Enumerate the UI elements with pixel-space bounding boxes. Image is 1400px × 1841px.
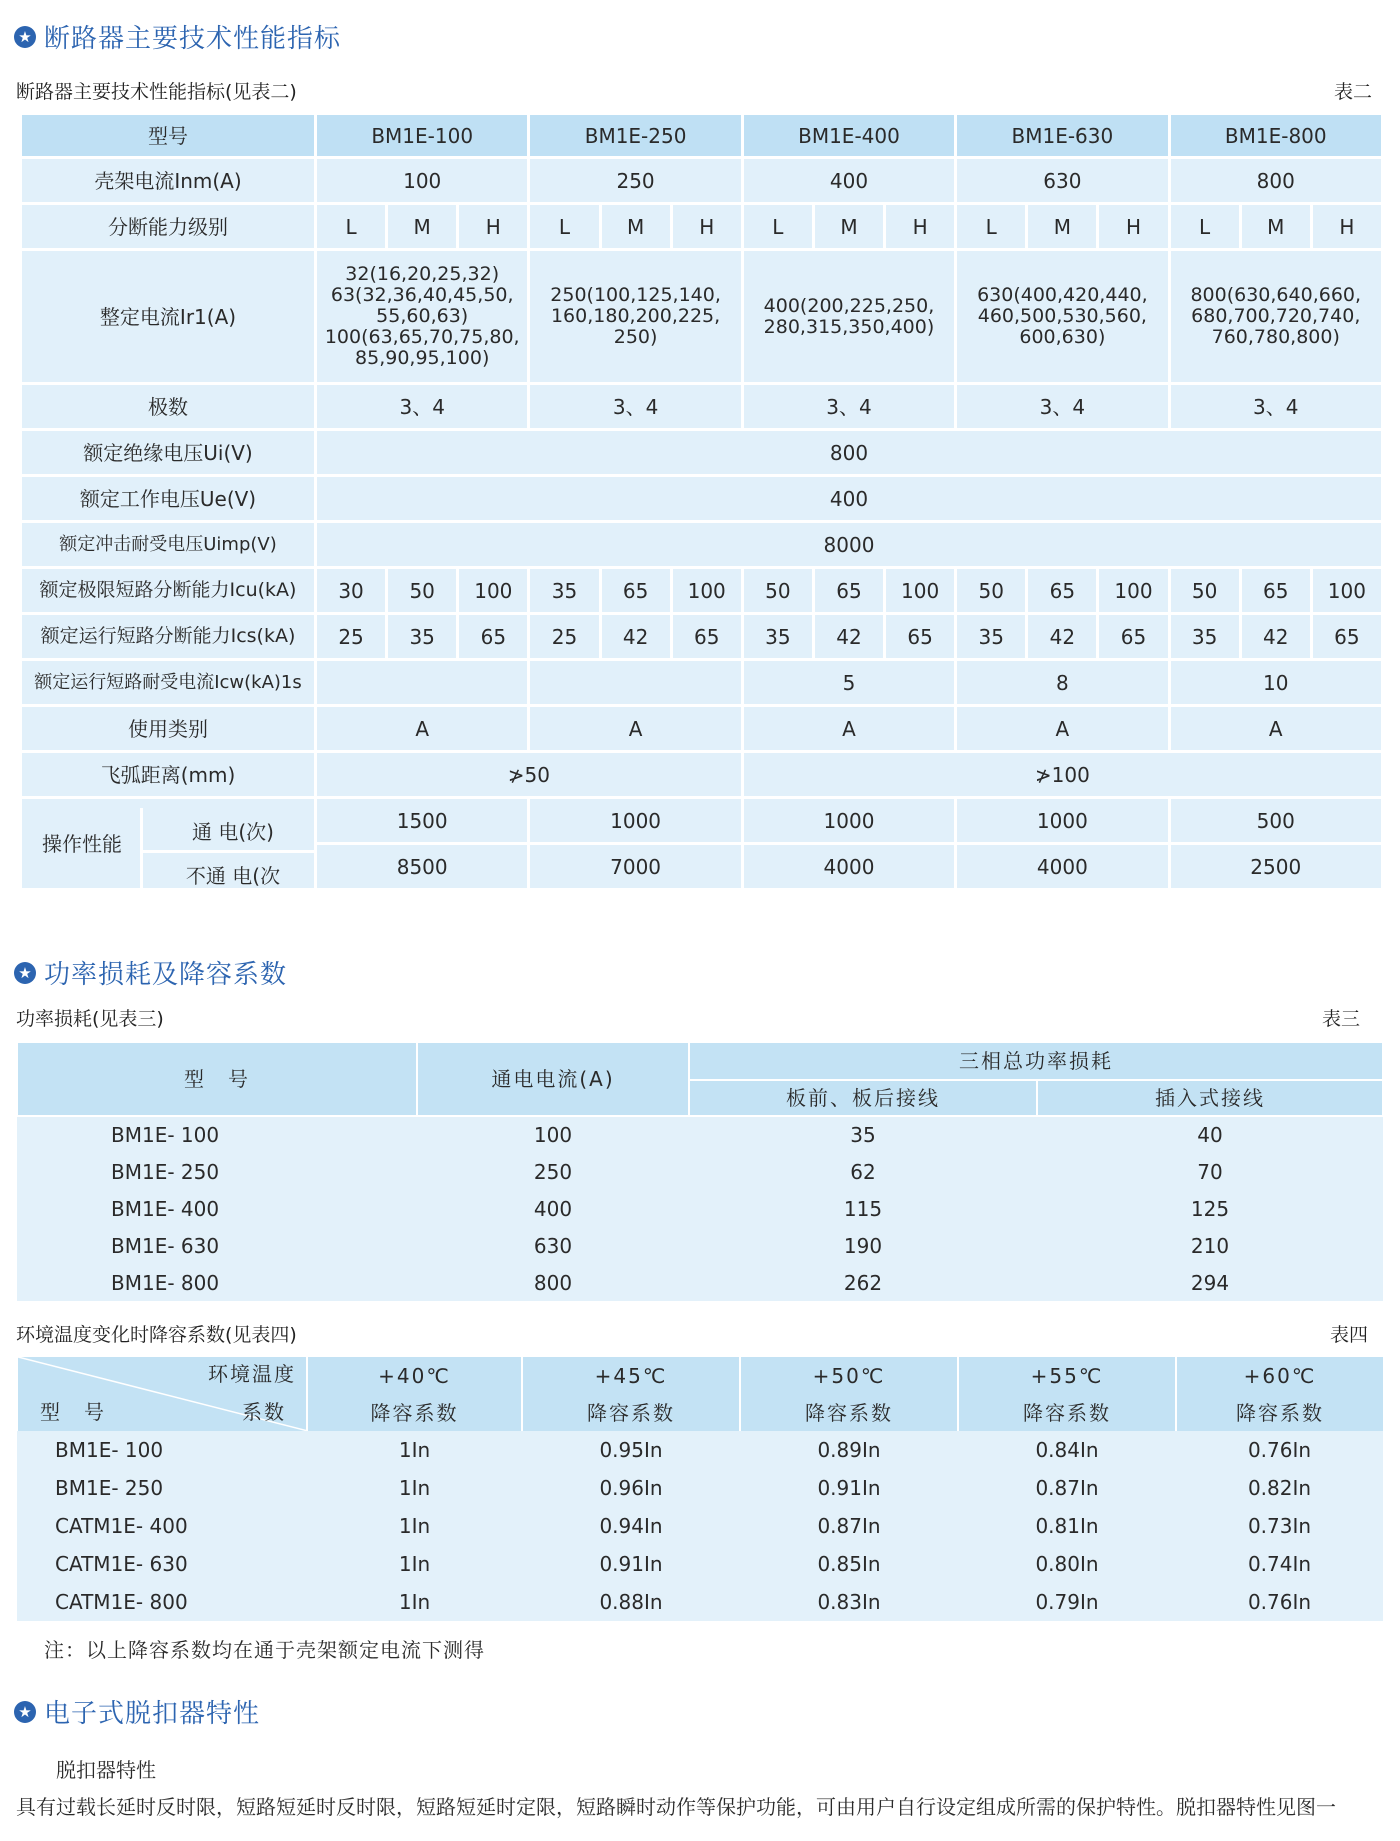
table-cell: 42	[600, 614, 671, 660]
row-label: 不通 电(次	[185, 863, 281, 888]
table-cell: 8	[956, 660, 1169, 706]
table-cell: 4000	[742, 844, 955, 890]
table-cell: BM1E- 100	[17, 1431, 307, 1469]
header-cell: 降容系数	[307, 1394, 522, 1431]
table-cell: 115	[689, 1190, 1037, 1227]
table-caption: 功率损耗(见表三)	[16, 1008, 164, 1030]
header-cell: 型 号	[17, 1042, 417, 1116]
table-cell: 0.85In	[740, 1545, 958, 1583]
table-cell: 100	[671, 568, 742, 614]
derating-table	[16, 1357, 1383, 1621]
table-row	[21, 752, 1383, 798]
table-cell: 0.96In	[522, 1469, 740, 1507]
table-cell: 70	[1037, 1153, 1383, 1190]
table-cell: 210	[1037, 1227, 1383, 1264]
table-cell: 50	[742, 568, 813, 614]
table-cell: 65	[671, 614, 742, 660]
table-cell: 50	[387, 568, 458, 614]
table-cell: L	[742, 204, 813, 250]
header-cell: 降容系数	[740, 1394, 958, 1431]
table-cell: 42	[1027, 614, 1098, 660]
header-cell: 通电电流(A)	[417, 1042, 689, 1116]
table-cell: 65	[1098, 614, 1169, 660]
table-cell: 800	[417, 1264, 689, 1301]
row-label: 额定运行短路耐受电流Icw(kA)1s	[21, 660, 316, 706]
table-cell: H	[1311, 204, 1382, 250]
table-cell: CATM1E- 630	[17, 1545, 307, 1583]
table-cell: 0.95In	[522, 1431, 740, 1469]
table-cell: 42	[813, 614, 884, 660]
table-cell: 0.94In	[522, 1507, 740, 1545]
table-cell: 25	[316, 614, 387, 660]
section-heading-trip-unit	[14, 1693, 260, 1730]
row-label: 极数	[21, 384, 316, 430]
table-cell: 250	[417, 1153, 689, 1190]
table-cell: BM1E- 100	[17, 1116, 417, 1153]
star-icon: ★	[14, 962, 36, 984]
table-cell: 0.87In	[958, 1469, 1176, 1507]
header-cell: 降容系数	[522, 1394, 740, 1431]
divider	[140, 808, 143, 898]
table-cell: 1In	[307, 1545, 522, 1583]
performance-table	[19, 112, 1384, 891]
table-cell: M	[1027, 204, 1098, 250]
header-cell: 三相总功率损耗	[689, 1042, 1383, 1080]
subsection-title: 脱扣器特性	[56, 1758, 156, 1782]
table-cell: L	[956, 204, 1027, 250]
table-cell: 40	[1037, 1116, 1383, 1153]
table-header-row	[17, 1042, 1383, 1080]
table-cell: 1In	[307, 1431, 522, 1469]
table-cell: 2500	[1169, 844, 1382, 890]
table-cell: 3、4	[316, 384, 529, 430]
table-cell: H	[671, 204, 742, 250]
table-row	[21, 204, 1383, 250]
table-cell: 35	[689, 1116, 1037, 1153]
table-cell: BM1E- 400	[17, 1190, 417, 1227]
section-title: 功率损耗及降容系数	[44, 960, 288, 990]
table-cell: H	[458, 204, 529, 250]
table-cell: 0.79In	[958, 1583, 1176, 1621]
table-cell: 1In	[307, 1507, 522, 1545]
table-cell: 1In	[307, 1583, 522, 1621]
table-cell: CATM1E- 800	[17, 1583, 307, 1621]
table-row	[17, 1227, 1383, 1264]
table-cell	[529, 660, 742, 706]
row-label: 壳架电流Inm(A)	[21, 158, 316, 204]
table-cell: ≯50	[316, 752, 743, 798]
row-label: 整定电流Ir1(A)	[21, 250, 316, 384]
header-cell: +45℃	[522, 1357, 740, 1394]
row-label: 通 电(次)	[192, 819, 274, 844]
table-cell: 8000	[316, 522, 1383, 568]
table-cell: L	[529, 204, 600, 250]
table-cell: 400	[742, 158, 955, 204]
table-cell: 32(16,20,25,32) 63(32,36,40,45,50, 55,60,63) 100(63,65,70,75,80, 85,90,95,100)	[316, 250, 529, 384]
table-row	[21, 384, 1383, 430]
table-cell: 1In	[307, 1469, 522, 1507]
table-row	[21, 568, 1383, 614]
table-tag: 表三	[1321, 1008, 1360, 1030]
table-cell: 1500	[316, 798, 529, 844]
table-row	[17, 1190, 1383, 1227]
table-row	[17, 1507, 1383, 1545]
table-row	[17, 1583, 1383, 1621]
table-cell: 3、4	[1169, 384, 1382, 430]
header-cell: BM1E-800	[1169, 114, 1382, 158]
table-cell: ≯100	[742, 752, 1382, 798]
table-cell: 4000	[956, 844, 1169, 890]
table-cell: H	[1098, 204, 1169, 250]
header-cell: +40℃	[307, 1357, 522, 1394]
table-cell: BM1E- 250	[17, 1153, 417, 1190]
table-cell: 0.73In	[1176, 1507, 1383, 1545]
row-label: 额定冲击耐受电压Uimp(V)	[21, 522, 316, 568]
table-cell: 262	[689, 1264, 1037, 1301]
table-cell: 100	[417, 1116, 689, 1153]
table-cell: 50	[956, 568, 1027, 614]
table-cell: 0.91In	[522, 1545, 740, 1583]
table-cell: M	[387, 204, 458, 250]
table-cell: 62	[689, 1153, 1037, 1190]
table-cell: 7000	[529, 844, 742, 890]
table-row	[21, 430, 1383, 476]
table-cell: 0.89In	[740, 1431, 958, 1469]
table-cell: 0.74In	[1176, 1545, 1383, 1583]
table-cell: 0.80In	[958, 1545, 1176, 1583]
table-cell: 65	[600, 568, 671, 614]
header-cell: +50℃	[740, 1357, 958, 1394]
section-title: 电子式脱扣器特性	[44, 1699, 261, 1729]
table-cell	[316, 660, 529, 706]
table-row	[17, 1116, 1383, 1153]
header-cell: 降容系数	[958, 1394, 1176, 1431]
table-cell: 250(100,125,140, 160,180,200,225, 250)	[529, 250, 742, 384]
row-label: 操作性能	[42, 831, 122, 856]
table-cell: 100	[458, 568, 529, 614]
table-cell: 0.76In	[1176, 1583, 1383, 1621]
table-row	[21, 522, 1383, 568]
header-cell: 插入式接线	[1037, 1080, 1383, 1116]
table-cell: 100	[316, 158, 529, 204]
section-title: 断路器主要技术性能指标	[44, 24, 342, 54]
table-cell: BM1E- 800	[17, 1264, 417, 1301]
table-cell: 3、4	[956, 384, 1169, 430]
table-cell: 65	[458, 614, 529, 660]
table-cell: A	[1169, 706, 1382, 752]
table-row	[21, 476, 1383, 522]
table-cell: 250	[529, 158, 742, 204]
section-heading-performance	[14, 18, 341, 55]
table-cell: M	[1240, 204, 1311, 250]
table-header-row	[17, 1357, 1383, 1394]
table-caption-row	[16, 1004, 1382, 1031]
table-cell: 65	[1240, 568, 1311, 614]
table-cell: 100	[1311, 568, 1382, 614]
table-cell: M	[813, 204, 884, 250]
table-cell: 100	[885, 568, 956, 614]
table-cell: 65	[1311, 614, 1382, 660]
table-cell: 800(630,640,660, 680,700,720,740, 760,780,800)	[1169, 250, 1382, 384]
table-cell: 1000	[742, 798, 955, 844]
table-cell: 294	[1037, 1264, 1383, 1301]
table-cell: 65	[885, 614, 956, 660]
table-cell: 630	[417, 1227, 689, 1264]
star-icon: ★	[14, 26, 36, 48]
row-label: 额定绝缘电压Ui(V)	[21, 430, 316, 476]
table-row	[21, 660, 1383, 706]
table-caption: 断路器主要技术性能指标(见表二)	[16, 81, 297, 103]
table-cell: 630(400,420,440, 460,500,530,560, 600,630)	[956, 250, 1169, 384]
table-cell: 30	[316, 568, 387, 614]
header-cell: BM1E-630	[956, 114, 1169, 158]
row-label: 额定极限短路分断能力Icu(kA)	[21, 568, 316, 614]
table-row	[17, 1431, 1383, 1469]
table-cell: 8500	[316, 844, 529, 890]
table-cell: 0.84In	[958, 1431, 1176, 1469]
table-cell: 800	[316, 430, 1383, 476]
header-cell: 降容系数	[1176, 1394, 1383, 1431]
table-cell: A	[529, 706, 742, 752]
header-cell: 板前、板后接线	[689, 1080, 1037, 1116]
table-tag: 表二	[1333, 81, 1372, 103]
table-cell: 3、4	[742, 384, 955, 430]
table-cell: 5	[742, 660, 955, 706]
table-cell: 65	[813, 568, 884, 614]
corner-model-label: 型 号	[40, 1400, 106, 1424]
description-paragraph: 具有过载长延时反时限，短路短延时反时限，短路短延时定限，短路瞬时动作等保护功能，可由用户自行设定组成所需的保护特性。脱扣器特性见图一	[16, 1795, 1336, 1819]
table-cell: 35	[742, 614, 813, 660]
row-label: 分断能力级别	[21, 204, 316, 250]
table-cell: A	[316, 706, 529, 752]
table-cell: L	[1169, 204, 1240, 250]
table-row	[17, 1153, 1383, 1190]
star-icon: ★	[14, 1701, 36, 1723]
table-cell: 400	[316, 476, 1383, 522]
table-caption: 环境温度变化时降容系数(见表四)	[16, 1324, 297, 1346]
table-tag: 表四	[1329, 1324, 1368, 1346]
table-row	[21, 614, 1383, 660]
row-label: 飞弧距离(mm)	[21, 752, 316, 798]
table-cell: 400(200,225,250, 280,315,350,400)	[742, 250, 955, 384]
table-cell: 25	[529, 614, 600, 660]
table-cell: 0.87In	[740, 1507, 958, 1545]
table-cell: 0.82In	[1176, 1469, 1383, 1507]
table-cell: 125	[1037, 1190, 1383, 1227]
table-cell: 0.83In	[740, 1583, 958, 1621]
table-cell: H	[885, 204, 956, 250]
table-cell: CATM1E- 400	[17, 1507, 307, 1545]
table-cell: 50	[1169, 568, 1240, 614]
table-header-row	[21, 114, 1383, 158]
header-cell: BM1E-250	[529, 114, 742, 158]
table-cell: 1000	[529, 798, 742, 844]
table-caption-row	[16, 1320, 1382, 1347]
table-cell: 0.81In	[958, 1507, 1176, 1545]
corner-coef-label: 系数	[242, 1400, 286, 1424]
table-cell: 65	[1027, 568, 1098, 614]
table-cell: 1000	[956, 798, 1169, 844]
table-cell: 35	[1169, 614, 1240, 660]
table-cell: 800	[1169, 158, 1382, 204]
table-cell: M	[600, 204, 671, 250]
table-note: 注：以上降容系数均在通于壳架额定电流下测得	[44, 1638, 485, 1662]
table-cell: 400	[417, 1190, 689, 1227]
row-label: 额定运行短路分断能力Ics(kA)	[21, 614, 316, 660]
table-cell: A	[742, 706, 955, 752]
table-cell: A	[956, 706, 1169, 752]
table-row	[17, 1469, 1383, 1507]
header-cell: BM1E-100	[316, 114, 529, 158]
row-label: 使用类别	[21, 706, 316, 752]
table-cell: 190	[689, 1227, 1037, 1264]
table-cell: 35	[387, 614, 458, 660]
table-row	[21, 158, 1383, 204]
power-loss-table	[16, 1041, 1384, 1301]
table-cell: 10	[1169, 660, 1382, 706]
table-cell: 42	[1240, 614, 1311, 660]
table-cell: 0.91In	[740, 1469, 958, 1507]
header-cell: BM1E-400	[742, 114, 955, 158]
header-cell: 型号	[21, 114, 316, 158]
table-cell: 630	[956, 158, 1169, 204]
corner-header-cell	[17, 1357, 307, 1431]
table-cell: L	[316, 204, 387, 250]
row-label: 额定工作电压Ue(V)	[21, 476, 316, 522]
table-cell: BM1E- 250	[17, 1469, 307, 1507]
table-cell: 3、4	[529, 384, 742, 430]
section-heading-power-loss	[14, 954, 287, 991]
corner-temp-label: 环境温度	[208, 1362, 296, 1386]
header-cell: +55℃	[958, 1357, 1176, 1394]
table-row	[21, 250, 1383, 384]
table-cell: 35	[956, 614, 1027, 660]
table-cell: BM1E- 630	[17, 1227, 417, 1264]
table-cell: 0.88In	[522, 1583, 740, 1621]
table-row	[17, 1264, 1383, 1301]
divider	[140, 850, 316, 853]
table-row	[17, 1545, 1383, 1583]
table-cell: 500	[1169, 798, 1382, 844]
table-caption-row	[16, 77, 1382, 104]
table-cell: 0.76In	[1176, 1431, 1383, 1469]
header-cell: +60℃	[1176, 1357, 1383, 1394]
table-cell: 35	[529, 568, 600, 614]
table-cell: 100	[1098, 568, 1169, 614]
table-row	[21, 706, 1383, 752]
